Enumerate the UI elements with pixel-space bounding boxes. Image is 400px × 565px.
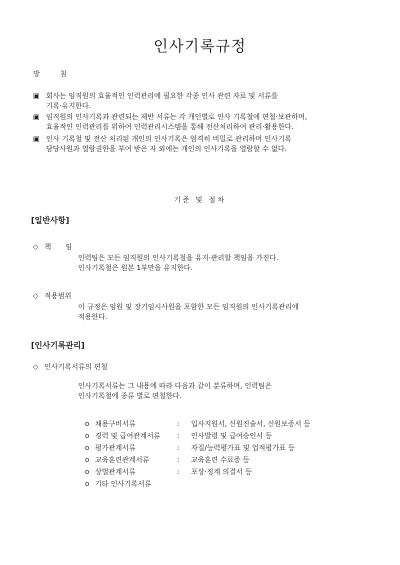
responsibility-heading (33, 242, 78, 252)
responsibility-label: 책 임 (44, 243, 79, 251)
circle-bullet-icon: o (85, 455, 90, 464)
records-section-heading: [인사기록관리] (31, 341, 85, 350)
diamond-icon: ◇ (33, 292, 39, 300)
policy-text: 인사 기록철 및 전산 처리된 개인의 인사기록은 엄격히 비밀로 관리하며 인사기록 담당사원과 열람권한을 부여 받은 자 외에는 개인의 인사기록을 열람할 수 없다. (46, 134, 292, 153)
circle-bullet-icon: o (85, 443, 90, 452)
record-type-desc: 자질/능력평가표 및 업적평가표 등 (191, 443, 295, 452)
circle-bullet-icon: o (85, 467, 90, 476)
record-type-name: 평가관계서류 (95, 443, 136, 452)
record-type-row (85, 430, 385, 442)
document-title: 인사기록규정 (153, 37, 247, 55)
record-type-colon: : (177, 443, 180, 452)
record-type-name: 채용구비서류 (95, 419, 136, 428)
record-type-row (85, 478, 385, 490)
diamond-icon: ◇ (33, 363, 39, 371)
responsibility-text: 인력팀은 모든 임직원의 인사기록철을 유지·관리할 책임을 가진다. 인사기록철은 원본 1부만을 유지한다. (78, 254, 279, 273)
square-bullet-icon: ▣ (33, 113, 40, 122)
record-type-colon: : (177, 455, 180, 464)
standards-heading: 기준 및 절차 (173, 196, 227, 204)
policy-item (33, 91, 378, 111)
record-type-colon: : (177, 431, 180, 440)
general-section-heading: [일반사항] (31, 216, 70, 225)
record-type-name: 상벌관계서류 (95, 467, 136, 476)
record-type-desc: 인사발령 및 급여승인서 등 (191, 431, 273, 440)
record-type-row (85, 442, 385, 454)
record-type-name: 기타 인사기록서류 (95, 479, 152, 488)
record-type-desc: 입사지원서, 신원진술서, 신원보증서 등 (191, 419, 311, 428)
scope-heading (33, 291, 71, 301)
square-bullet-icon: ▣ (33, 134, 40, 143)
record-type-colon: : (177, 467, 180, 476)
policy-item (33, 134, 378, 154)
record-type-list (85, 418, 385, 490)
policy-item (33, 112, 378, 132)
policy-label: 방 침 (33, 70, 76, 78)
classification-text: 인사기록서류는 그 내용에 따라 다음과 같이 분류하며, 인력팀은 인사기록철에 종류 별로 편철한다. (78, 382, 272, 401)
policy-text: 회사는 임직원의 효율적인 인력관리에 필요한 각종 인사 관련 자료 및 서류를 기록·유지한다. (46, 92, 278, 111)
classification-label: 인사기록서류의 편철 (44, 363, 108, 371)
policy-list (33, 91, 378, 155)
record-type-colon: : (177, 419, 180, 428)
record-type-row (85, 466, 385, 478)
circle-bullet-icon: o (85, 419, 90, 428)
square-bullet-icon: ▣ (33, 92, 40, 100)
record-type-row (85, 454, 385, 466)
record-type-row (85, 418, 385, 430)
record-type-desc: 교육훈련 수료증 등 (191, 455, 250, 464)
record-type-desc: 포상·징계 의결서 등 (191, 467, 252, 476)
policy-text: 임직원의 인사기록과 관련되는 제반 서류는 각 개인별로 인사 기록철에 편철·보관하며, 효율적인 인력관리를 위하여 인력관리시스템을 통해 전산처리하여 관리·활용한다. (46, 113, 308, 132)
record-type-name: 교육훈련관계서류 (95, 455, 150, 464)
circle-bullet-icon: o (85, 479, 90, 488)
circle-bullet-icon: o (85, 431, 90, 440)
classification-heading (33, 362, 107, 372)
scope-text: 이 규정은 임원 및 장기임시사원을 포함한 모든 임직원의 인사기록관리에 적용한다. (78, 303, 299, 322)
scope-label: 적용범위 (44, 292, 72, 300)
diamond-icon: ◇ (33, 243, 39, 251)
record-type-name: 경력 및 급여관계서류 (95, 431, 161, 440)
